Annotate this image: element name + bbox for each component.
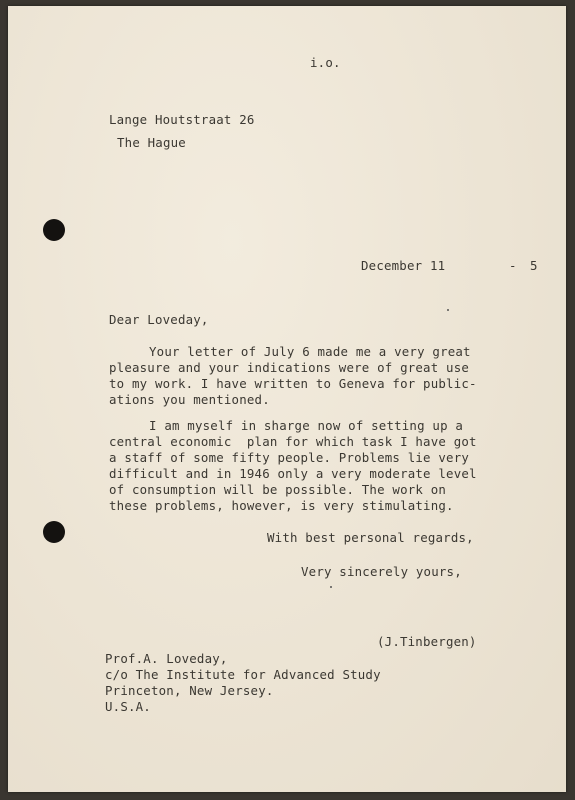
date-dash: - [509,258,517,273]
date-year-fragment: 5 [530,258,538,273]
paper-speck [330,586,332,588]
body-paragraph-1-line: to my work. I have written to Geneva for public- [109,376,477,391]
letter-date: December 11 [361,258,446,273]
sender-address-line-2: The Hague [117,135,186,150]
body-paragraph-2-line: I am myself in sharge now of setting up a [149,418,464,433]
body-paragraph-2-line: these problems, however, is very stimulating. [109,498,454,513]
paper-speck [447,309,449,311]
reference-mark: i.o. [310,55,341,70]
punch-hole-bottom [43,521,65,543]
signature-name: (J.Tinbergen) [377,634,477,649]
recipient-line: U.S.A. [105,699,151,714]
recipient-line: Prof.A. Loveday, [105,651,228,666]
body-paragraph-1-line: pleasure and your indications were of great use [109,360,470,375]
body-paragraph-2-line: central economic plan for which task I have got [109,434,477,449]
letter-page [8,6,566,792]
body-paragraph-2-line: difficult and in 1946 only a very moderate level [109,466,477,481]
punch-hole-top [43,219,65,241]
body-paragraph-1-line: Your letter of July 6 made me a very great [149,344,471,359]
body-paragraph-1-line: ations you mentioned. [109,392,270,407]
recipient-line: Princeton, New Jersey. [105,683,274,698]
salutation: Dear Loveday, [109,312,209,327]
body-paragraph-2-line: of consumption will be possible. The work on [109,482,447,497]
sender-address-line-1: Lange Houtstraat 26 [109,112,255,127]
recipient-line: c/o The Institute for Advanced Study [105,667,381,682]
body-paragraph-2-line: a staff of some fifty people. Problems lie very [109,450,470,465]
closing-sign-off: Very sincerely yours, [301,564,462,579]
closing-regards: With best personal regards, [267,530,474,545]
